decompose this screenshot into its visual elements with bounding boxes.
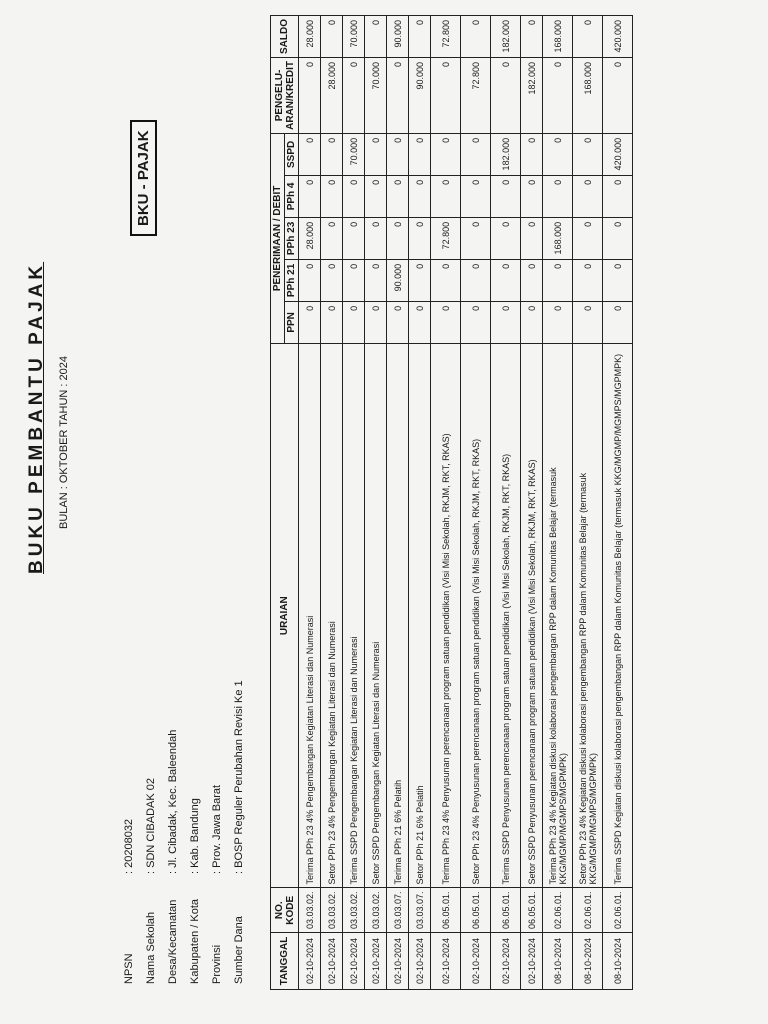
row-pph23: 0 <box>387 217 409 259</box>
info-label: Nama Sekolah <box>145 911 157 984</box>
row-uraian: Terima PPh 23 4% Penyusunan perencanaan program satuan pendidikan (Visi Misi Sekolah, RKJM, RKT, RKAS) <box>431 343 461 888</box>
row-pph21: 0 <box>431 259 461 301</box>
row-pph4: 0 <box>387 175 409 217</box>
header-uraian: URAIAN <box>271 343 299 888</box>
info-row <box>228 680 250 984</box>
row-ppn: 0 <box>343 301 365 343</box>
row-ppn: 0 <box>409 301 431 343</box>
row-pengeluaran: 0 <box>603 58 633 134</box>
row-sspd: 0 <box>431 133 461 175</box>
row-uraian: Terima PPh 21 6% Pelatih <box>387 343 409 888</box>
row-pph21: 0 <box>603 259 633 301</box>
info-label: NPSN <box>123 953 135 984</box>
row-kode: 03.03.07. <box>387 888 409 933</box>
row-tanggal: 02-10-2024 <box>299 933 321 990</box>
table-row <box>343 16 365 990</box>
row-sspd: 420.000 <box>603 133 633 175</box>
table-row <box>409 16 431 990</box>
row-tanggal: 02-10-2024 <box>431 933 461 990</box>
table-row <box>603 16 633 990</box>
info-value: : BOSP Reguler Perubahan Revisi Ke 1 <box>233 680 245 874</box>
info-label: Kabupaten / Kota <box>189 898 201 984</box>
row-pengeluaran: 28.000 <box>321 58 343 134</box>
info-row <box>184 680 206 984</box>
row-pph23: 0 <box>521 217 543 259</box>
header-pph4: PPh 4 <box>285 175 299 217</box>
row-uraian: Setor PPh 23 4% Pengembangan Kegiatan Literasi dan Numerasi <box>321 343 343 888</box>
row-pph23: 0 <box>343 217 365 259</box>
row-uraian: Setor PPh 21 6% Pelatih <box>409 343 431 888</box>
row-saldo: 0 <box>321 16 343 58</box>
row-pph23: 0 <box>603 217 633 259</box>
row-kode: 03.03.07. <box>409 888 431 933</box>
info-label: Sumber Dana <box>233 916 245 984</box>
row-ppn: 0 <box>365 301 387 343</box>
row-pph4: 0 <box>573 175 603 217</box>
header-pengeluaran: PENGELU-ARAN/KREDIT <box>271 58 299 134</box>
row-kode: 03.03.02. <box>321 888 343 933</box>
table-row <box>321 16 343 990</box>
row-saldo: 0 <box>521 16 543 58</box>
table-row <box>521 16 543 990</box>
row-sspd: 182.000 <box>491 133 521 175</box>
row-uraian: Setor SSPD Pengembangan Kegiatan Literasi dan Numerasi <box>365 343 387 888</box>
row-kode: 02.06.01. <box>543 888 573 933</box>
row-pph21: 0 <box>343 259 365 301</box>
info-row <box>162 680 184 984</box>
row-uraian: Setor PPh 23 4% Penyusunan perencanaan program satuan pendidikan (Visi Misi Sekolah, RKJM, RKT, RKAS) <box>461 343 491 888</box>
row-sspd: 0 <box>521 133 543 175</box>
table-row <box>573 16 603 990</box>
row-pph4: 0 <box>431 175 461 217</box>
row-sspd: 0 <box>321 133 343 175</box>
row-ppn: 0 <box>321 301 343 343</box>
row-kode: 06.05.01. <box>431 888 461 933</box>
row-tanggal: 08-10-2024 <box>603 933 633 990</box>
row-uraian: Setor PPh 23 4% Kegiatan diskusi kolaborasi pengembangan RPP dalam Komunitas Belajar (termasuk KKG/MGMP/MGMPS/MGPMPK) <box>573 343 603 888</box>
row-tanggal: 02-10-2024 <box>365 933 387 990</box>
info-value: : 20208032 <box>123 818 135 874</box>
row-pph4: 0 <box>343 175 365 217</box>
row-saldo: 168.000 <box>543 16 573 58</box>
table-row <box>491 16 521 990</box>
row-pph21: 0 <box>521 259 543 301</box>
info-row <box>206 680 228 984</box>
row-pph23: 0 <box>461 217 491 259</box>
row-pengeluaran: 90.000 <box>409 58 431 134</box>
table-row <box>365 16 387 990</box>
row-pph21: 0 <box>409 259 431 301</box>
row-uraian: Terima PPh 23 4% Pengembangan Kegiatan Literasi dan Numerasi <box>299 343 321 888</box>
row-pph4: 0 <box>365 175 387 217</box>
row-pengeluaran: 0 <box>491 58 521 134</box>
row-pph23: 0 <box>365 217 387 259</box>
row-pph21: 0 <box>543 259 573 301</box>
row-sspd: 70.000 <box>343 133 365 175</box>
row-tanggal: 08-10-2024 <box>573 933 603 990</box>
row-pph21: 0 <box>491 259 521 301</box>
row-pph21: 90.000 <box>387 259 409 301</box>
info-value: : Prov. Jawa Barat <box>211 784 223 874</box>
row-ppn: 0 <box>431 301 461 343</box>
row-ppn: 0 <box>543 301 573 343</box>
table-row <box>543 16 573 990</box>
row-sspd: 0 <box>409 133 431 175</box>
row-saldo: 182.000 <box>491 16 521 58</box>
header-pph21: PPh 21 <box>285 259 299 301</box>
row-pengeluaran: 182.000 <box>521 58 543 134</box>
row-pph23: 28.000 <box>299 217 321 259</box>
row-pph4: 0 <box>409 175 431 217</box>
row-kode: 03.03.02. <box>299 888 321 933</box>
info-value: : Jl. Cibadak, Kec. Baleendah <box>167 729 179 874</box>
header-pph23: PPh 23 <box>285 217 299 259</box>
row-ppn: 0 <box>491 301 521 343</box>
row-pph23: 0 <box>573 217 603 259</box>
row-saldo: 0 <box>573 16 603 58</box>
row-sspd: 0 <box>461 133 491 175</box>
row-saldo: 70.000 <box>343 16 365 58</box>
row-pph4: 0 <box>543 175 573 217</box>
row-tanggal: 02-10-2024 <box>409 933 431 990</box>
row-saldo: 0 <box>365 16 387 58</box>
row-kode: 03.03.02. <box>365 888 387 933</box>
row-ppn: 0 <box>461 301 491 343</box>
row-ppn: 0 <box>299 301 321 343</box>
header-kode: NO. KODE <box>271 888 299 933</box>
row-pph23: 0 <box>321 217 343 259</box>
row-ppn: 0 <box>521 301 543 343</box>
row-pengeluaran: 0 <box>299 58 321 134</box>
row-pph4: 0 <box>491 175 521 217</box>
row-pph21: 0 <box>299 259 321 301</box>
row-tanggal: 02-10-2024 <box>521 933 543 990</box>
row-kode: 06.05.01. <box>521 888 543 933</box>
row-pengeluaran: 72.800 <box>461 58 491 134</box>
row-pph23: 0 <box>491 217 521 259</box>
row-pengeluaran: 0 <box>431 58 461 134</box>
row-saldo: 0 <box>409 16 431 58</box>
row-kode: 02.06.01. <box>573 888 603 933</box>
row-pph23: 0 <box>409 217 431 259</box>
row-saldo: 72.800 <box>431 16 461 58</box>
row-ppn: 0 <box>603 301 633 343</box>
row-tanggal: 02-10-2024 <box>321 933 343 990</box>
row-kode: 06.05.01. <box>461 888 491 933</box>
row-pph4: 0 <box>461 175 491 217</box>
row-sspd: 0 <box>543 133 573 175</box>
row-tanggal: 02-10-2024 <box>343 933 365 990</box>
row-saldo: 420.000 <box>603 16 633 58</box>
info-row <box>118 680 140 984</box>
row-pph23: 72.800 <box>431 217 461 259</box>
bku-pajak-badge: BKU - PAJAK <box>130 120 157 236</box>
table-row <box>299 16 321 990</box>
header-tanggal: TANGGAL <box>271 933 299 990</box>
document-subtitle: BULAN : OKTOBER TAHUN : 2024 <box>58 355 70 529</box>
row-pengeluaran: 168.000 <box>573 58 603 134</box>
row-uraian: Terima SSPD Kegiatan diskusi kolaborasi pengembangan RPP dalam Komunitas Belajar (termasuk KKG/MGMP/MGMPS/MGPMPK) <box>603 343 633 888</box>
row-tanggal: 02-10-2024 <box>491 933 521 990</box>
ledger-body <box>299 16 633 990</box>
row-saldo: 28.000 <box>299 16 321 58</box>
row-sspd: 0 <box>387 133 409 175</box>
info-value: : SDN CIBADAK 02 <box>145 778 157 874</box>
info-label: Provinsi <box>211 944 223 984</box>
row-pph21: 0 <box>461 259 491 301</box>
row-pph4: 0 <box>521 175 543 217</box>
row-pengeluaran: 0 <box>343 58 365 134</box>
table-row <box>461 16 491 990</box>
row-pengeluaran: 0 <box>543 58 573 134</box>
row-kode: 03.03.02. <box>343 888 365 933</box>
header-ppn: PPN <box>285 301 299 343</box>
row-kode: 06.05.01. <box>491 888 521 933</box>
header-sspd: SSPD <box>285 133 299 175</box>
row-uraian: Setor SSPD Penyusunan perencanaan program satuan pendidikan (Visi Misi Sekolah, RKJM, RKT, RKAS) <box>521 343 543 888</box>
row-tanggal: 08-10-2024 <box>543 933 573 990</box>
row-pph21: 0 <box>321 259 343 301</box>
table-row <box>431 16 461 990</box>
row-sspd: 0 <box>573 133 603 175</box>
row-tanggal: 02-10-2024 <box>461 933 491 990</box>
info-label: Desa/Kecamatan <box>167 899 179 984</box>
row-saldo: 0 <box>461 16 491 58</box>
row-uraian: Terima SSPD Penyusunan perencanaan program satuan pendidikan (Visi Misi Sekolah, RKJM, RKT, RKAS) <box>491 343 521 888</box>
row-pph21: 0 <box>573 259 603 301</box>
header-saldo: SALDO <box>271 16 299 58</box>
row-pengeluaran: 70.000 <box>365 58 387 134</box>
document-title: BUKU PEMBANTU PAJAK <box>26 261 47 574</box>
row-uraian: Terima PPh 23 4% Kegiatan diskusi kolaborasi pengembangan RPP dalam Komunitas Belajar (termasuk KKG/MGMP/MGMPS/MGPMPK) <box>543 343 573 888</box>
tax-ledger-table <box>270 15 633 990</box>
table-row <box>387 16 409 990</box>
row-ppn: 0 <box>573 301 603 343</box>
row-pph21: 0 <box>365 259 387 301</box>
row-uraian: Terima SSPD Pengembangan Kegiatan Literasi dan Numerasi <box>343 343 365 888</box>
info-value: : Kab. Bandung <box>189 798 201 874</box>
school-info <box>118 680 250 984</box>
row-ppn: 0 <box>387 301 409 343</box>
row-pph4: 0 <box>321 175 343 217</box>
info-row <box>140 680 162 984</box>
header-penerimaan: PENERIMAAN / DEBIT <box>271 133 285 343</box>
row-pph23: 168.000 <box>543 217 573 259</box>
row-kode: 02.06.01. <box>603 888 633 933</box>
row-pph4: 0 <box>603 175 633 217</box>
row-saldo: 90.000 <box>387 16 409 58</box>
row-tanggal: 02-10-2024 <box>387 933 409 990</box>
row-pengeluaran: 0 <box>387 58 409 134</box>
row-sspd: 0 <box>365 133 387 175</box>
row-pph4: 0 <box>299 175 321 217</box>
row-sspd: 0 <box>299 133 321 175</box>
